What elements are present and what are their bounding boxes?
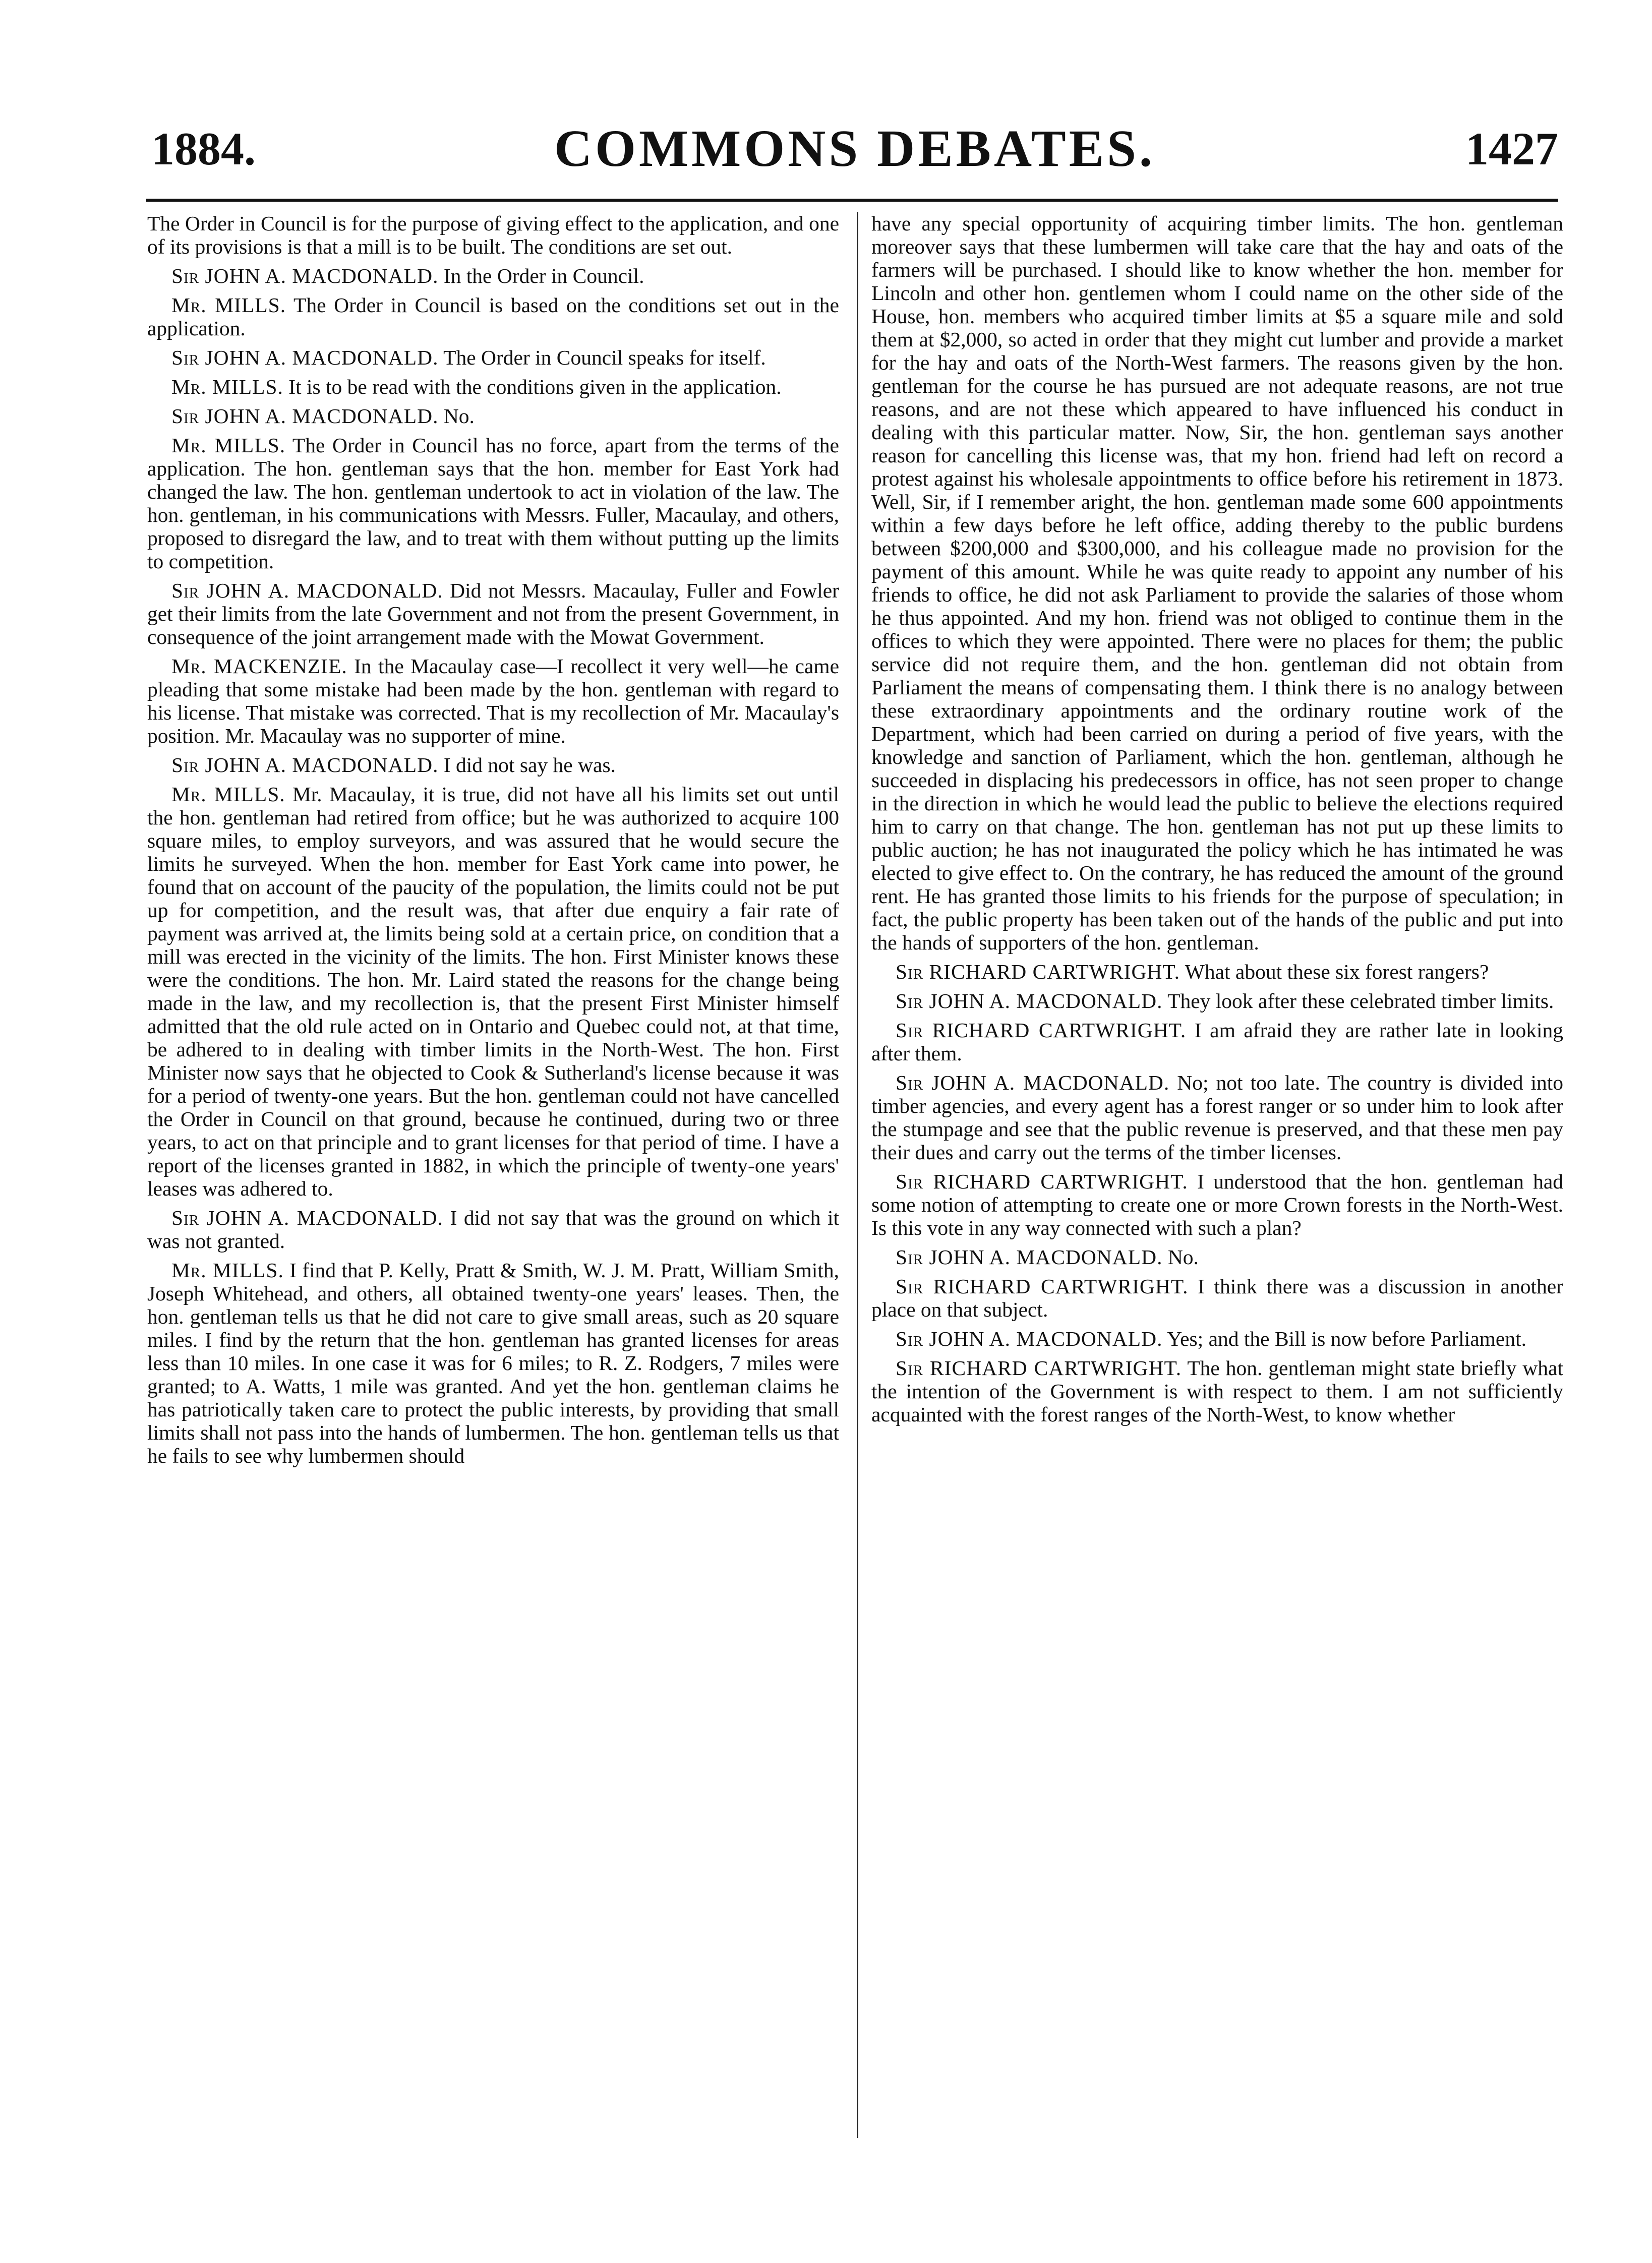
speech-text: The Order in Council has no force, apart from the terms of the application. The hon. gentleman says that the hon. member for East York had changed the law. The hon. gentleman undertook to act in violation of the law. The hon. gentleman, in his communications with Messrs. Fuller, Macaulay, and others, proposed to disregard the law, and to treat with them without putting up the limits to competition. (147, 434, 839, 573)
speaker-name: Mr. MILLS. (171, 783, 285, 806)
speech-text: The Order in Council is based on the conditions set out in the application. (147, 293, 839, 340)
paragraph (147, 264, 839, 287)
speech-text: I find that P. Kelly, Pratt & Smith, W. J. M. Pratt, William Smith, Joseph Whitehead, and others, all obtained twenty-one years' leases. Then, the hon. gentleman tells us that he did not care to give small areas, such as 20 square miles. I find by the return that the hon. gentleman has granted licenses for areas less than 10 miles. In one case it was for 6 miles; to R. Z. Rodgers, 7 miles were granted; to A. Watts, 1 mile was granted. And yet the hon. gentleman claims he has patriotically taken care to protect the public interests, by providing that small limits shall not pass into the hands of lumbermen. The hon. gentleman tells us that he fails to see why lumbermen should (147, 1259, 839, 1467)
header-rule (146, 199, 1558, 202)
speech-text: What about these six forest rangers? (1185, 960, 1489, 983)
running-head (151, 121, 1558, 182)
speech-text: No. (1167, 1245, 1199, 1269)
speaker-name: Sir JOHN A. MACDONALD. (896, 989, 1163, 1013)
paragraph (147, 1259, 839, 1467)
speech-text: I understood that the hon. gentleman had some notion of attempting to create one or more Crown forests in the North-West. Is this vote in any way connected with such a plan? (871, 1170, 1563, 1239)
paragraph (147, 346, 839, 369)
speaker-name: Sir RICHARD CARTWRIGHT. (896, 1170, 1188, 1193)
speaker-name: Sir RICHARD CARTWRIGHT. (896, 1356, 1182, 1380)
speaker-name: Mr. MACKENZIE. (171, 654, 347, 678)
speech-text: I did not say that was the ground on which it was not granted. (147, 1206, 840, 1253)
speech-text: The hon. gentleman might state briefly what the intention of the Government is with respect to them. I am not sufficiently acquainted with the forest ranges of the North-West, to know whether (871, 1356, 1563, 1426)
speech-text: Did not Messrs. Macaulay, Fuller and Fowler get their limits from the late Government and not from the present Government, in consequence of the joint arrangement made with the Mowat Government. (147, 579, 840, 648)
paragraph (871, 1275, 1563, 1321)
speech-text: The Order in Council speaks for itself. (443, 346, 766, 369)
paragraph (147, 404, 839, 428)
paragraph (871, 1245, 1563, 1269)
speaker-name: Sir JOHN A. MACDONALD. (896, 1245, 1163, 1269)
paragraph (147, 434, 839, 573)
header-title: COMMONS DEBATES. (554, 120, 1155, 177)
speaker-name: Sir RICHARD CARTWRIGHT. (896, 960, 1181, 983)
speaker-name: Sir RICHARD CARTWRIGHT. (896, 1019, 1187, 1042)
speaker-name: Mr. MILLS. (171, 293, 286, 317)
speech-text: I did not say he was. (443, 753, 616, 777)
speaker-name: Mr. MILLS. (171, 375, 283, 398)
paragraph (871, 212, 1563, 954)
paragraph (871, 1071, 1563, 1164)
paragraph (147, 654, 839, 747)
speech-text: It is to be read with the conditions given in the application. (288, 375, 782, 398)
paragraph (147, 212, 839, 258)
speech-text: Mr. Macaulay, it is true, did not have all his limits set out until the hon. gentleman had retired from office; but he was authorized to acquire 100 square miles, to employ surveyors, and was assured that he would secure the limits he surveyed. When the hon. member for East York came into power, he found that on account of the paucity of the population, the limits could not be put up for competition, and the result was, that after due enquiry a fair rate of payment was arrived at, the limits being sold at a certain price, on condition that a mill was erected in the vicinity of the limits. The hon. First Minister knows these were the conditions. The hon. Mr. Laird stated the reasons for the change being made in the law, and my recollection is, that the present First Minister himself admitted that the old rule acted on in Ontario and Quebec could not, at that time, be adhered to in dealing with timber limits in the North-West. The hon. First Minister now says that he objected to Cook & Sutherland's license because it was for a period of twenty-one years. But the hon. gentleman could not have cancelled the Order in Council on that ground, because he continued, during two or three years, to act on that principle and to grant licenses for that period of time. I have a report of the licenses granted in 1882, in which the principle of twenty-one years' leases was adhered to. (147, 783, 840, 1200)
speaker-name: Sir JOHN A. MACDONALD. (171, 753, 439, 777)
speaker-name: Mr. MILLS. (171, 434, 286, 457)
left-column (147, 212, 839, 1473)
speech-text: No. (443, 404, 475, 428)
speaker-name: Sir JOHN A. MACDONALD. (896, 1071, 1170, 1094)
paragraph (147, 753, 839, 777)
paragraph (871, 1327, 1563, 1350)
speech-text: No; not too late. The country is divided into timber agencies, and every agent has a forest ranger or so under him to look after the stumpage and see that the public revenue is preserved, and that these men pay their dues and carry out the terms of the timber licenses. (871, 1071, 1564, 1164)
header-year: 1884. (151, 123, 256, 174)
speech-text: I am afraid they are rather late in looking after them. (871, 1019, 1564, 1065)
speaker-name: Sir JOHN A. MACDONALD. (171, 579, 443, 602)
speaker-name: Sir JOHN A. MACDONALD. (896, 1327, 1163, 1350)
speech-text: The Order in Council is for the purpose of giving effect to the application, and one of its provisions is that a mill is to be built. The conditions are set out. (147, 212, 839, 258)
paragraph (147, 293, 839, 340)
speech-text: They look after these celebrated timber limits. (1167, 989, 1554, 1013)
header-page-number: 1427 (1465, 123, 1558, 174)
paragraph (147, 375, 839, 398)
paragraph (147, 579, 839, 648)
paragraph (871, 1356, 1563, 1426)
speaker-name: Sir JOHN A. MACDONALD. (171, 404, 439, 428)
right-column (871, 212, 1563, 1432)
speech-text: I think there was a discussion in another place on that subject. (871, 1275, 1563, 1321)
speech-text: Yes; and the Bill is now before Parliament. (1167, 1327, 1527, 1350)
paragraph (871, 989, 1563, 1013)
speaker-name: Sir RICHARD CARTWRIGHT. (896, 1275, 1189, 1298)
speaker-name: Sir JOHN A. MACDONALD. (171, 346, 439, 369)
speaker-name: Sir JOHN A. MACDONALD. (171, 264, 439, 287)
paragraph (147, 783, 839, 1200)
speech-text: In the Macaulay case—I recollect it very well—he came pleading that some mistake had been made by the hon. gentleman with regard to his license. That mistake was corrected. That is my recollection of Mr. Macaulay's position. Mr. Macaulay was no supporter of mine. (147, 654, 840, 747)
speaker-name: Mr. MILLS. (171, 1259, 284, 1282)
paragraph (871, 960, 1563, 983)
paragraph (147, 1206, 839, 1253)
paragraph (871, 1170, 1563, 1239)
paragraph (871, 1019, 1563, 1065)
speaker-name: Sir JOHN A. MACDONALD. (171, 1206, 443, 1229)
speech-text: have any special opportunity of acquiring timber limits. The hon. gentleman moreover says that these lumbermen will take care that the hay and oats of the farmers will be purchased. I should like to know whether the hon. member for Lincoln and other hon. gentlemen whom I could name on the other side of the House, hon. members who acquired timber limits at $5 a square mile and sold them at $2,000, so acted in order that they might cut lumber and provide a market for the hay and oats of the North-West farmers. The reasons given by the hon. gentleman for the course he has pursued are not adequate reasons, are not true reasons, and are not these which appeared to have influenced his conduct in dealing with this particular matter. Now, Sir, the hon. gentleman says another reason for cancelling this license was, that my hon. friend had left on record a protest against his wholesale appointments to office before his retirement in 1873. Well, Sir, if I remember aright, the hon. gentleman made some 600 appointments within a few days before he left office, adding thereby to the public burdens between $200,000 and $300,000, and his colleague made no provision for the payment of this amount. While he was quite ready to appoint any number of his friends to office, he did not ask Parliament to provide the salaries of those whom he thus appointed. And my hon. friend was not obliged to continue them in the offices to which they were appointed. There were no places for them; the public service did not require them, and the hon. gentleman did not obtain from Parliament the means of compensating them. I think there is no analogy between these extraordinary appointments and the ordinary routine work of the Department, which had been carried on during a period of five years, with the knowledge and sanction of Parliament, which the hon. gentleman, although he succeeded in displacing his predecessors in office, has not seen proper to change in the direction in which he would lead the public to believe the elections required him to carry on that change. The hon. gentleman has not put up these limits to public auction; he has not inaugurated the policy which he has intimated he was elected to give effect to. On the contrary, he has reduced the amount of the ground rent. He has granted those limits to his friends for the purpose of speculation; in fact, the public property has been taken out of the hands of the public and put into the hands of supporters of the hon. gentleman. (871, 212, 1563, 954)
column-divider (857, 212, 858, 2138)
speech-text: In the Order in Council. (443, 264, 644, 287)
